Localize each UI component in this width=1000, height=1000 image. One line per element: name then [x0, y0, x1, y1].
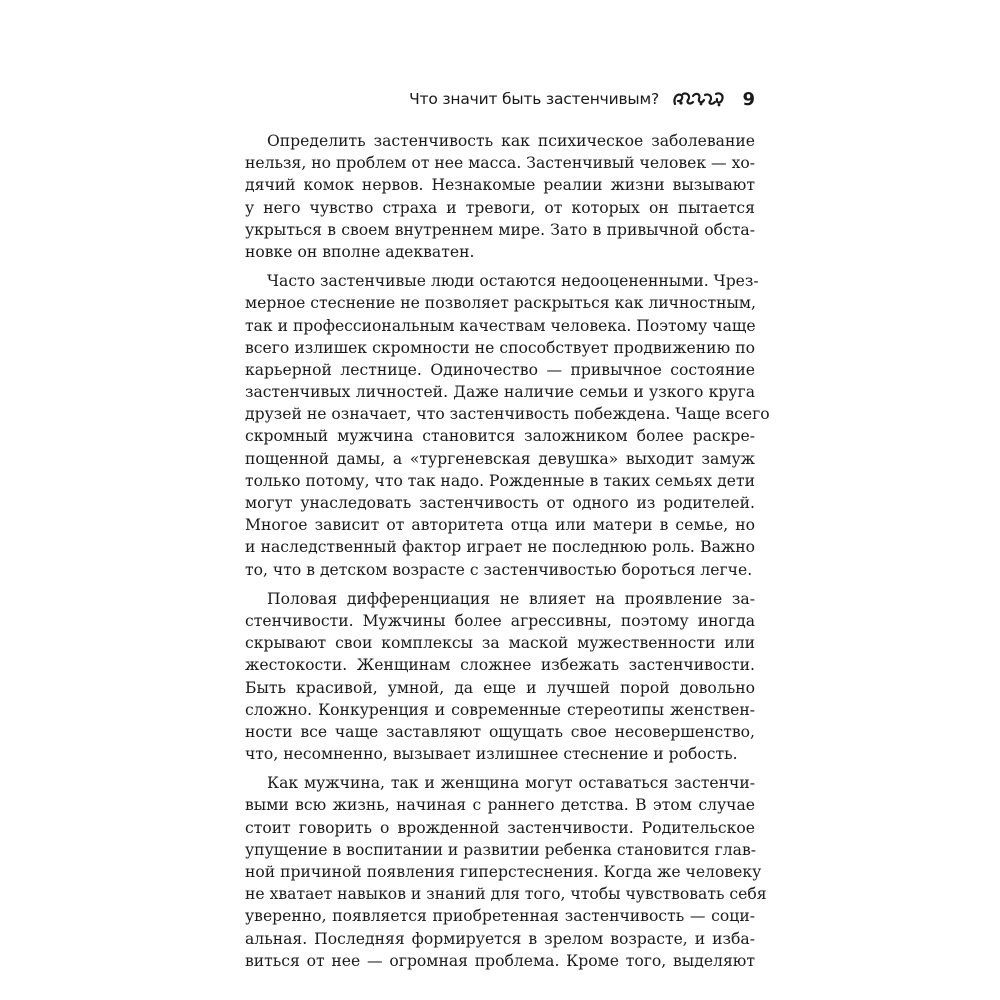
text-line: Половая дифференциация не влияет на проявление за-: [267, 589, 755, 608]
text-line: мерное стеснение не позволяет раскрыться как личностным,: [245, 294, 756, 313]
text-line: скромный мужчина становится заложником более раскре-: [245, 427, 755, 446]
text-line: Быть красивой, умной, да еще и лучшей порой довольно: [245, 678, 755, 697]
text-line: только потому, что так надо. Рожденные в таких семьях дети: [245, 471, 756, 490]
text-line: стенчивости. Мужчины более агрессивны, поэтому иногда: [245, 611, 755, 630]
page-number: 9: [742, 88, 755, 110]
text-line: то, что в детском возрасте с застенчивостью бороться легче.: [245, 560, 753, 579]
text-line: укрыться в своем внутреннем мире. Зато в привычной обста-: [245, 220, 755, 239]
text-line: Часто застенчивые люди остаются недооцененными. Чрез-: [267, 272, 759, 291]
text-line: пощенной дамы, а «тургеневская девушка» выходит замуж: [245, 449, 755, 468]
text-line: выми всю жизнь, начиная с раннего детства. В этом случае: [245, 796, 755, 815]
paragraph: [245, 270, 770, 581]
text-line: Определить застенчивость как психическое заболевание: [267, 132, 755, 150]
paragraph: [245, 130, 755, 263]
paragraph: [245, 772, 767, 972]
text-line: застенчивых личностей. Даже наличие семьи и узкого круга: [245, 383, 755, 402]
text-line: уверенно, появляется приобретенная застенчивость — соци-: [245, 907, 755, 926]
text-line: жестокости. Женщинам сложнее избежать застенчивости.: [245, 656, 755, 675]
text-line: так и профессиональным качествам человека. Поэтому чаще: [245, 316, 756, 335]
text-line: новке он вполне адекватен.: [245, 242, 475, 261]
text-line: стоит говорить о врожденной застенчивости. Родительское: [245, 818, 755, 837]
text-line: Многое зависит от авторитета отца или матери в семье, но: [245, 516, 755, 535]
text-line: у него чувство страха и тревоги, от которых он пытается: [245, 198, 755, 217]
text-line: нельзя, но проблем от нее масса. Застенчивый человек — хо-: [245, 154, 756, 173]
text-line: дячий комок нервов. Незнакомые реалии жизни вызывают: [245, 176, 755, 195]
ornament-icon: [671, 90, 727, 108]
text-line: ности все чаще заставляют ощущать свое несовершенство,: [245, 722, 755, 741]
text-line: скрывают свои комплексы за маской мужественности или: [245, 634, 755, 653]
text-line: виться от нее — огромная проблема. Кроме того, выделяют: [245, 951, 755, 970]
text-line: упущение в воспитании и развитии ребенка становится глав-: [245, 840, 757, 859]
text-line: ной причиной появления гиперстеснения. Когда же человеку: [245, 863, 762, 881]
running-header: [245, 84, 755, 114]
text-line: и наследственный фактор играет не последнюю роль. Важно: [245, 538, 755, 557]
text-line: не хватает навыков и знаний для того, чтобы чувствовать себя: [245, 885, 767, 904]
text-line: что, несомненно, вызывает излишнее стеснение и робость.: [245, 745, 738, 764]
text-line: карьерной лестнице. Одиночество — привычное состояние: [245, 360, 755, 379]
text-line: друзей не означает, что застенчивость побеждена. Чаще всего: [245, 405, 770, 424]
body-text: [245, 130, 770, 979]
chapter-title: Что значит быть застенчивым?: [409, 90, 659, 108]
text-line: альная. Последняя формируется в зрелом возрасте, и изба-: [245, 929, 755, 948]
text-line: Как мужчина, так и женщина могут оставаться застенчи-: [267, 774, 755, 793]
text-line: всего излишек скромности не способствует продвижению по: [245, 338, 755, 357]
paragraph: [245, 588, 755, 766]
text-line: могут унаследовать застенчивость от одного из родителей.: [245, 494, 755, 512]
text-line: сложно. Конкуренция и современные стереотипы женствен-: [245, 700, 755, 719]
